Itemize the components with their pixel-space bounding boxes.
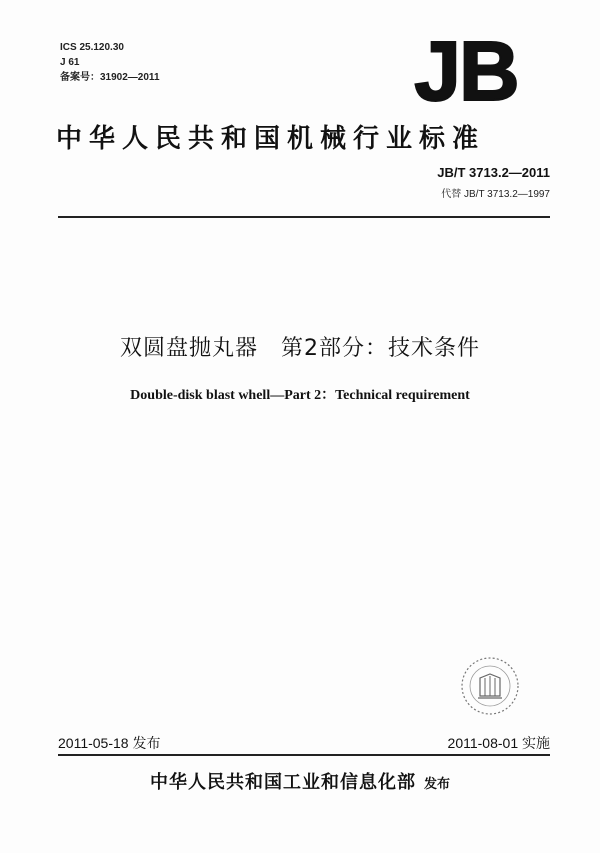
jb-logo-text: JB	[414, 30, 518, 112]
header-divider	[58, 216, 550, 218]
publisher-verb: 发布	[423, 777, 450, 792]
record-number: 备案号：31902—2011	[60, 72, 160, 83]
standard-type-title: 中华人民共和国机械行业标准	[56, 124, 486, 154]
classification-block	[60, 40, 160, 85]
replaces-standard: 代替 JB/T 3713.2—1997	[441, 189, 550, 200]
implementation-date: 2011-08-01 实施	[447, 735, 550, 751]
publisher-seal-icon	[458, 654, 522, 718]
jb-logo-icon	[406, 30, 526, 112]
publisher-line	[0, 768, 600, 794]
document-title-english: Double-disk blast whell—Part 2：Technical requirement	[130, 388, 470, 403]
document-title-chinese: 双圆盘抛丸器 第2部分：技术条件	[120, 336, 480, 361]
issue-date: 2011-05-18 发布	[58, 735, 161, 751]
publisher-name: 中华人民共和国工业和信息化部	[149, 772, 416, 793]
standard-number: JB/T 3713.2—2011	[437, 165, 550, 180]
jb-logo	[406, 30, 526, 112]
footer-divider	[58, 754, 550, 756]
classification-code: J 61	[60, 57, 80, 68]
ics-code: ICS 25.120.30	[60, 42, 124, 53]
